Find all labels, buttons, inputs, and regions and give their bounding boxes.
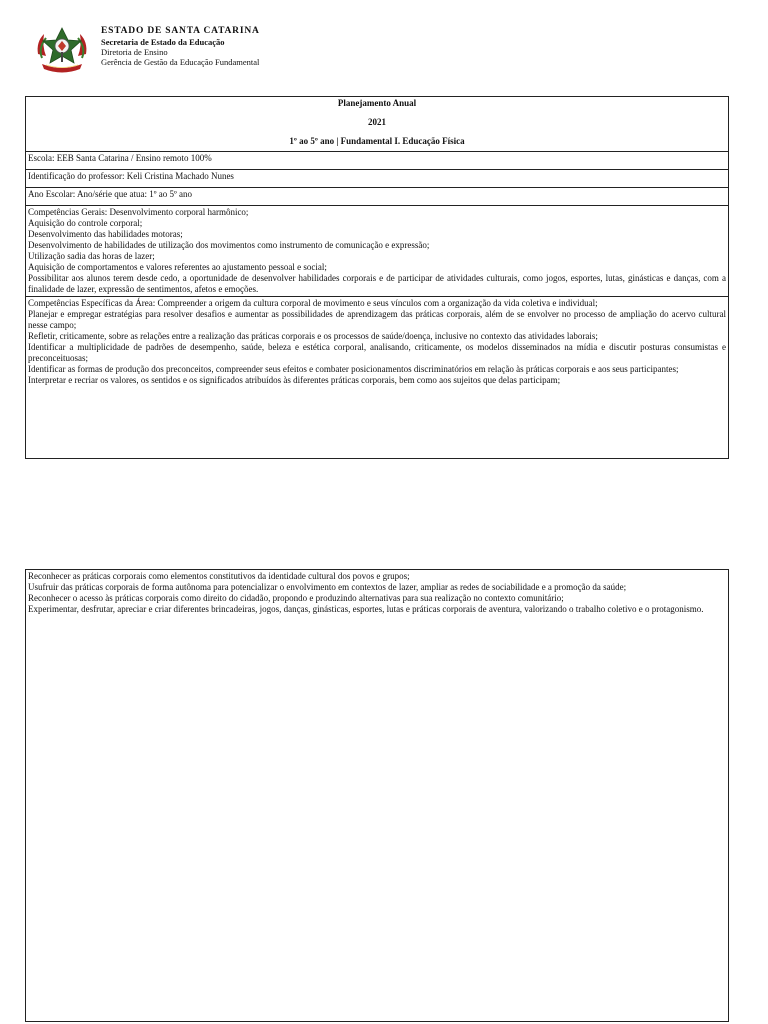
competencia-especifica-line: Identificar a multiplicidade de padrões de desempenho, saúde, beleza e estética corporal, analisando, criticamente, os modelos disseminados na mídia e discutir posturas consumistas e preconceituosas; [28, 342, 726, 363]
competencia-geral-line: Desenvolvimento de habilidades de utilização dos movimentos como instrumento de comunicação e expressão; [28, 240, 430, 250]
continuation-row [26, 570, 729, 1022]
header-text [101, 26, 260, 67]
plan-title: Planejamento Anual [337, 98, 417, 108]
secretaria-name: Secretaria de Estado da Educação [101, 37, 225, 47]
competencia-geral-line: Possibilitar aos alunos terem desde cedo, a oportunidade de desenvolver habilidades corporais e de participar de atividades culturais, como jogos, esportes, lutas, ginásticas e danças, com a finalidade de lazer, expressão de sentimentos, afetos e emoções. [28, 273, 726, 294]
competencia-geral-line: Desenvolvimento das habilidades motoras; [28, 229, 183, 239]
escola-cell: Escola: EEB Santa Catarina / Ensino remoto 100% [26, 152, 729, 170]
competencia-geral-line: Aquisição de comportamentos e valores referentes ao ajustamento pessoal e social; [28, 262, 327, 272]
planning-table [25, 96, 729, 459]
continuation-cell [26, 570, 729, 1022]
professor-row [26, 170, 729, 188]
competencia-geral-line: Aquisição do controle corporal; [28, 218, 143, 228]
competencia-especifica-line: Identificar as formas de produção dos preconceitos, compreender seus efeitos e combater posicionamentos discriminatórios em relação às práticas corporais e aos seus participantes; [28, 364, 679, 374]
ano-escolar-cell: Ano Escolar: Ano/série que atua: 1º ao 5º ano [26, 188, 729, 206]
competencia-especifica-line: Planejar e empregar estratégias para resolver desafios e aumentar as possibilidades de aprendizagem das práticas corporais, além de se envolver no processo de ampliação do acervo cultural nesse campo; [28, 309, 726, 330]
professor-cell: Identificação do professor: Keli Cristina Machado Nunes [26, 170, 729, 188]
continuation-line: Reconhecer as práticas corporais como elementos constitutivos da identidade cultural dos povos e grupos; [28, 571, 410, 581]
title-cell [26, 97, 729, 152]
competencias-especificas-row [26, 297, 729, 459]
competencias-gerais-cell [26, 206, 729, 297]
continuation-line: Reconhecer o acesso às práticas corporais como direito do cidadão, propondo e produzindo alternativas para sua realização no contexto comunitário; [28, 593, 564, 603]
competencia-especifica-line: Competências Específicas da Área: Compreender a origem da cultura corporal de movimento e seus vínculos com a organização da vida coletiva e individual; [28, 298, 598, 308]
diretoria-name: Diretoria de Ensino [101, 47, 168, 57]
escola-row [26, 152, 729, 170]
continuation-line: Usufruir das práticas corporais de forma autônoma para potencializar o envolvimento em contextos de lazer, ampliar as redes de sociabilidade e a promoção da saúde; [28, 582, 627, 592]
competencias-gerais-row [26, 206, 729, 297]
competencia-geral-line: Utilização sadia das horas de lazer; [28, 251, 155, 261]
competencias-especificas-cell [26, 297, 729, 459]
gerencia-name: Gerência de Gestão da Educação Fundamental [101, 57, 260, 67]
competencia-especifica-line: Refletir, criticamente, sobre as relações entre a realização das práticas corporais e os processos de saúde/doença, inclusive no contexto das atividades laborais; [28, 331, 598, 341]
continuation-line: Experimentar, desfrutar, apreciar e criar diferentes brincadeiras, jogos, danças, ginásticas, esportes, lutas e práticas corporais de aventura, valorizando o trabalho coletivo e o protagonismo. [28, 604, 704, 614]
title-row [26, 97, 729, 152]
planning-table-continuation [25, 569, 729, 1022]
ano-escolar-row [26, 188, 729, 206]
competencia-especifica-line: Interpretar e recriar os valores, os sentidos e os significados atribuídos às diferentes práticas corporais, bem como aos sujeitos que delas participam; [28, 375, 561, 385]
plan-year: 2021 [368, 117, 386, 127]
state-name: ESTADO DE SANTA CATARINA [101, 26, 260, 36]
coat-of-arms-icon [34, 24, 90, 74]
competencia-geral-line: Competências Gerais: Desenvolvimento corporal harmônico; [28, 207, 249, 217]
plan-subtitle: 1º ao 5º ano | Fundamental I. Educação Física [289, 136, 465, 146]
document-header [34, 24, 434, 74]
